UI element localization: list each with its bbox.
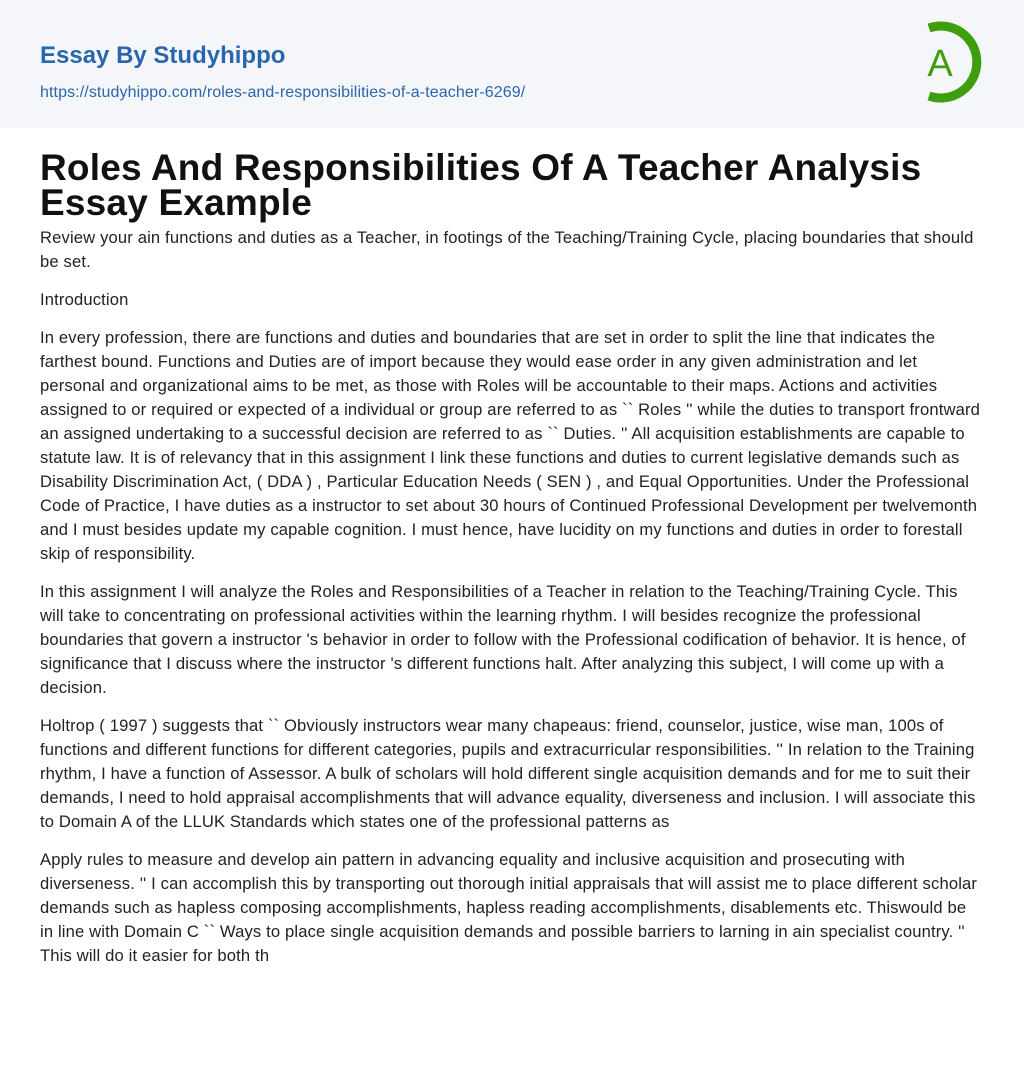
site-header: [0, 0, 1024, 128]
source-url-link[interactable]: https://studyhippo.com/roles-and-responsibilities-of-a-teacher-6269/: [40, 84, 526, 101]
studyhippo-logo-icon[interactable]: [911, 18, 987, 106]
logo-letter: A: [927, 43, 953, 85]
article-paragraph: Apply rules to measure and develop ain pattern in advancing equality and inclusive acquisition and prosecuting with diverseness. '' I can accomplish this by transporting out thorough initial appraisals that will assist me to place different scholar demands such as hapless composing accomplishments, hapless reading accomplishments, disablements etc. Thiswould be in line with Domain C `` Ways to place single acquisition demands and possible barriers to larning in ain specialist country. '' This will do it easier for both th: [40, 850, 978, 965]
article-paragraph: Review your ain functions and duties as a Teacher, in footings of the Teaching/Training Cycle, placing boundaries that should be set.: [40, 228, 974, 271]
page-title: Roles And Responsibilities Of A Teacher Analysis Essay Example: [40, 147, 922, 223]
brand-link[interactable]: Essay By Studyhippo: [40, 42, 286, 69]
article-paragraph: In this assignment I will analyze the Roles and Responsibilities of a Teacher in relation to the Teaching/Training Cycle. This will take to concentrating on professional activities within the learning rhythm. I will besides recognize the professional boundaries that govern a instructor 's behavior in order to follow with the Professional codification of behavior. It is hence, of significance that I discuss where the instructor 's different functions halt. After analyzing this subject, I will come up with a decision.: [40, 582, 966, 697]
section-heading: Introduction: [40, 290, 129, 309]
article: [0, 128, 1024, 968]
article-paragraph: Holtrop ( 1997 ) suggests that `` Obviously instructors wear many chapeaus: friend, counselor, justice, wise man, 100s of functions and different functions for different categories, pupils and extracurricular responsibilities. '' In relation to the Training rhythm, I have a function of Assessor. A bulk of scholars will hold different single acquisition demands and for me to suit their demands, I need to hold appraisal accomplishments that will advance equality, diverseness and inclusion. I will associate this to Domain A of the LLUK Standards which states one of the professional patterns as: [40, 716, 976, 831]
article-paragraph: In every profession, there are functions and duties and boundaries that are set in order to split the line that indicates the farthest bound. Functions and Duties are of import because they would ease order in any given administration and let personal and organizational aims to be met, as those with Roles will be accountable to their maps. Actions and activities assigned to or required or expected of a individual or group are referred to as `` Roles '' while the duties to transport frontward an assigned undertaking to a successful decision are referred to as `` Duties. '' All acquisition establishments are capable to statute law. It is of relevancy that in this assignment I link these functions and duties to current legislative demands such as Disability Discrimination Act, ( DDA ) , Particular Education Needs ( SEN ) , and Equal Opportunities. Under the Professional Code of Practice, I have duties as a instructor to set about 30 hours of Continued Professional Development per twelvemonth and I must besides update my capable cognition. I must hence, have lucidity on my functions and duties in order to forestall skip of responsibility.: [40, 328, 981, 563]
